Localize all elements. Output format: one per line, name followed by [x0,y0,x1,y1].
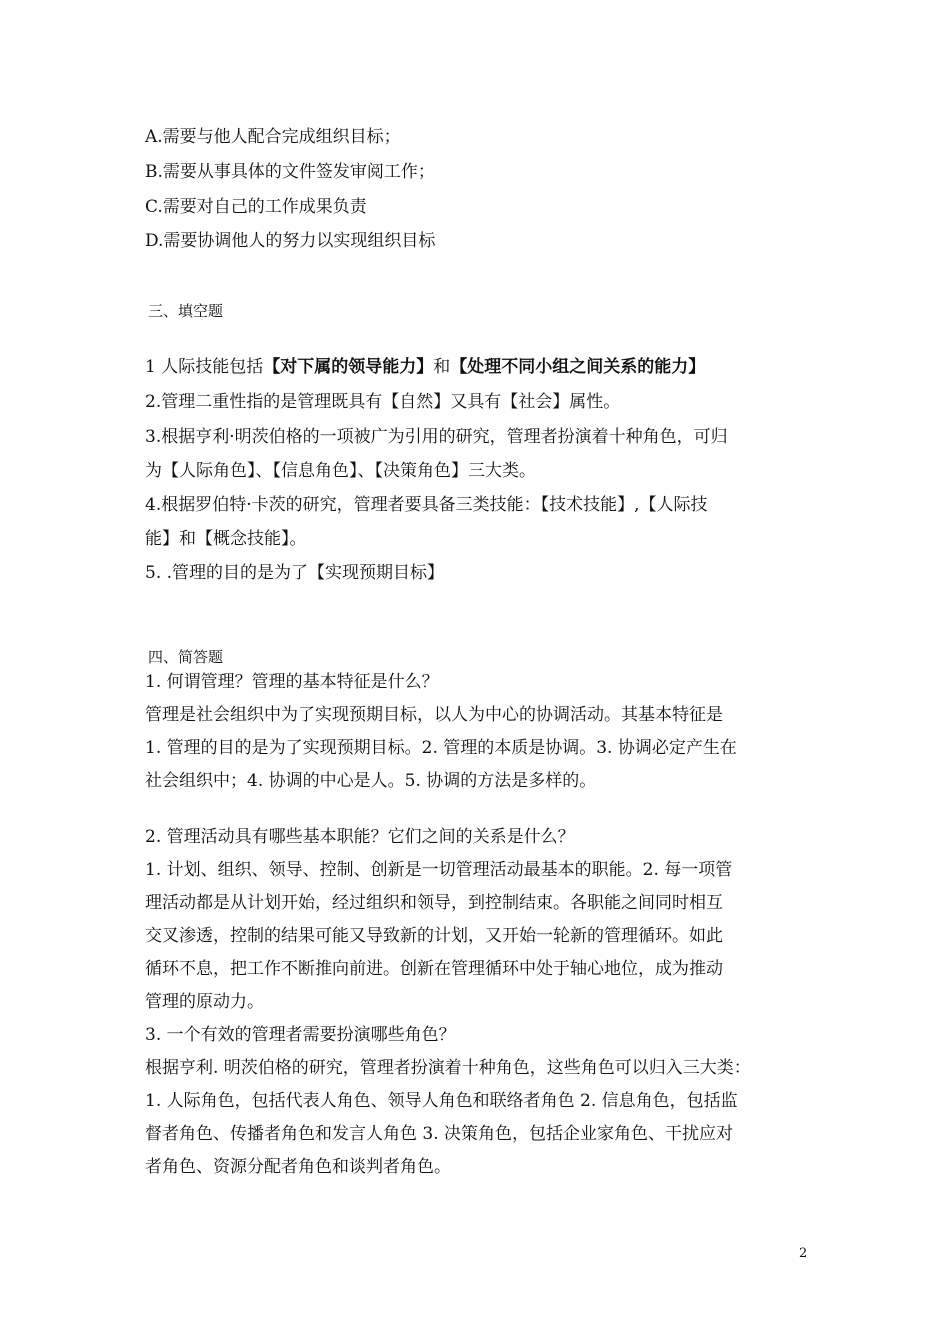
fill-in-q1 [145,357,705,377]
q1-mid: 和 [433,357,451,377]
section-title-fill-in: 三、填空题 [148,302,224,320]
answer-line: 2. 管理活动具有哪些基本职能？它们之间的关系是什么？ [145,827,575,847]
fill-in-q4-line1: 4.根据罗伯特·卡茨的研究，管理者要具备三类技能：【技术技能】,【人际技 [145,495,708,515]
q1-answer-2: 【处理不同小组之间关系的能力】 [450,357,706,377]
fill-in-q3-line2: 为【人际角色】、【信息角色】、【决策角色】三大类。 [145,461,536,481]
answer-line: 督者角色、传播者角色和发言人角色 3. 决策角色，包括企业家角色、干扰应对 [145,1124,734,1144]
answer-line: 循环不息，把工作不断推向前进。创新在管理循环中处于轴心地位，成为推动 [145,959,723,979]
fill-in-q4-line2: 能】和【概念技能】。 [145,529,307,549]
answer-line: 根据亨利. 明茨伯格的研究，管理者扮演着十种角色，这些角色可以归入三大类： [145,1058,751,1078]
answer-line: 1. 管理的目的是为了实现预期目标。2. 管理的本质是协调。3. 协调必定产生在 [145,738,737,758]
fill-in-q3-line1: 3.根据亨利·明茨伯格的一项被广为引用的研究，管理者扮演着十种角色，可归 [145,427,728,447]
answer-line: 者角色、资源分配者角色和谈判者角色。 [145,1157,451,1177]
page-number: 2 [799,1246,808,1261]
answer-line: 管理是社会组织中为了实现预期目标，以人为中心的协调活动。其基本特征是 [145,705,723,725]
fill-in-q5: 5. .管理的目的是为了【实现预期目标】 [145,563,445,583]
answer-line: 1. 计划、组织、领导、控制、创新是一切管理活动最基本的职能。2. 每一项管 [145,860,733,880]
answer-line: 管理的原动力。 [145,992,264,1012]
section-title-short-answer: 四、简答题 [148,648,224,666]
answer-line: 1. 人际角色，包括代表人角色、领导人角色和联络者角色 2. 信息角色，包括监 [145,1091,738,1111]
q1-prefix: 1 人际技能包括 [145,357,264,377]
option-c: C.需要对自己的工作成果负责 [145,197,367,217]
answer-line: 3. 一个有效的管理者需要扮演哪些角色？ [145,1025,456,1045]
answer-line: 社会组织中；4. 协调的中心是人。5. 协调的方法是多样的。 [145,771,597,791]
q1-answer-1: 【对下属的领导能力】 [263,357,434,377]
option-d: D.需要协调他人的努力以实现组织目标 [145,231,436,251]
option-b: B.需要从事具体的文件签发审阅工作； [145,162,435,182]
option-a: A.需要与他人配合完成组织目标； [145,127,401,147]
answer-line: 1. 何谓管理？管理的基本特征是什么？ [145,672,439,692]
answer-line: 交叉渗透，控制的结果可能又导致新的计划，又开始一轮新的管理循环。如此 [145,926,723,946]
fill-in-q2: 2.管理二重性指的是管理既具有【自然】又具有【社会】属性。 [145,392,621,412]
answer-line: 理活动都是从计划开始，经过组织和领导，到控制结束。各职能之间同时相互 [145,893,723,913]
